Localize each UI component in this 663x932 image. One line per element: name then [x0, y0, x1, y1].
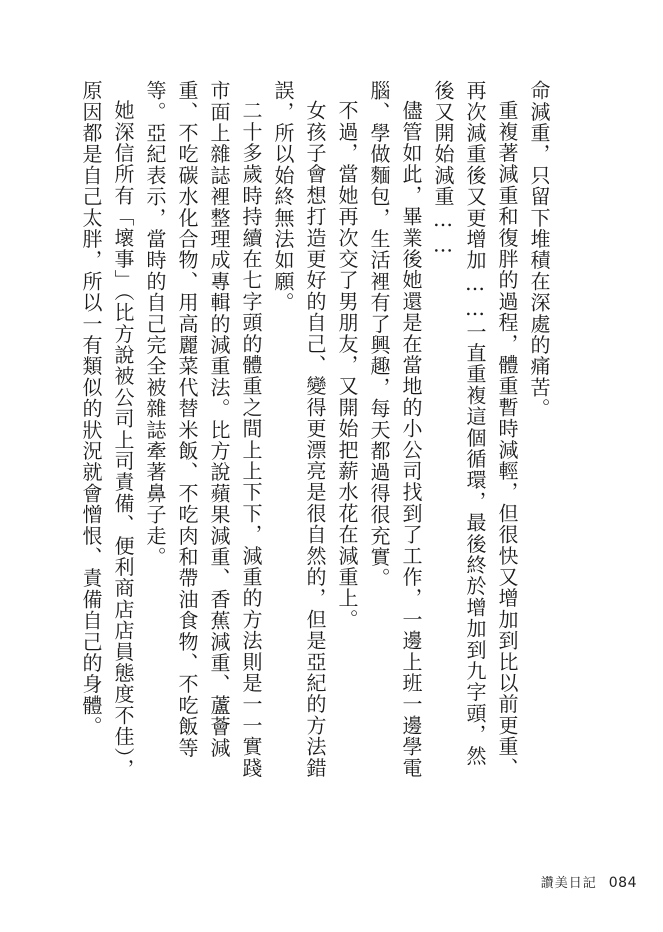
body-text [75, 80, 555, 780]
paragraph: 重複著減重和復胖的過程，體重暫時減輕，但很快又增加到比以前更重、再次減重後又更增加……一直重複這個循環，最後終於增加到九字頭，然後又開始減重…… [431, 80, 519, 779]
paragraph: 二十多歲時持續在七字頭的體重之間上上下下，減重的方法則是一一實踐市面上雜誌裡整理成專輯的減重法。比方說蘋果減重、香蕉減重、蘆薈減重、不吃碳水化合物、用高麗菜代替米飯、不吃肉和帶油食物、不吃飯等等。亞紀表示，當時的自己完全被雜誌牽著鼻子走。 [143, 80, 263, 779]
page-footer [541, 872, 637, 891]
paragraph: 女孩子會想打造更好的自己、變得更漂亮是很自然的，但是亞紀的方法錯誤，所以始終無法如願。 [271, 80, 327, 779]
page-number: 084 [608, 875, 637, 891]
book-title: 讚美日記 [540, 876, 597, 891]
paragraph: 儘管如此，畢業後她還是在當地的小公司找到了工作，一邊上班一邊學電腦、學做麵包，生活裡有了興趣，每天都過得很充實。 [367, 80, 423, 779]
paragraph: 命減重，只留下堆積在深處的痛苦。 [527, 80, 551, 420]
paragraph: 不過，當她再次交了男朋友，又開始把薪水花在減重上。 [335, 100, 359, 630]
paragraph: 她深信所有「壞事」（比方說被公司上司責備、便利商店店員態度不佳），原因都是自己太胖，所以一有類似的狀況就會憎恨、責備自己的身體。 [79, 80, 135, 780]
